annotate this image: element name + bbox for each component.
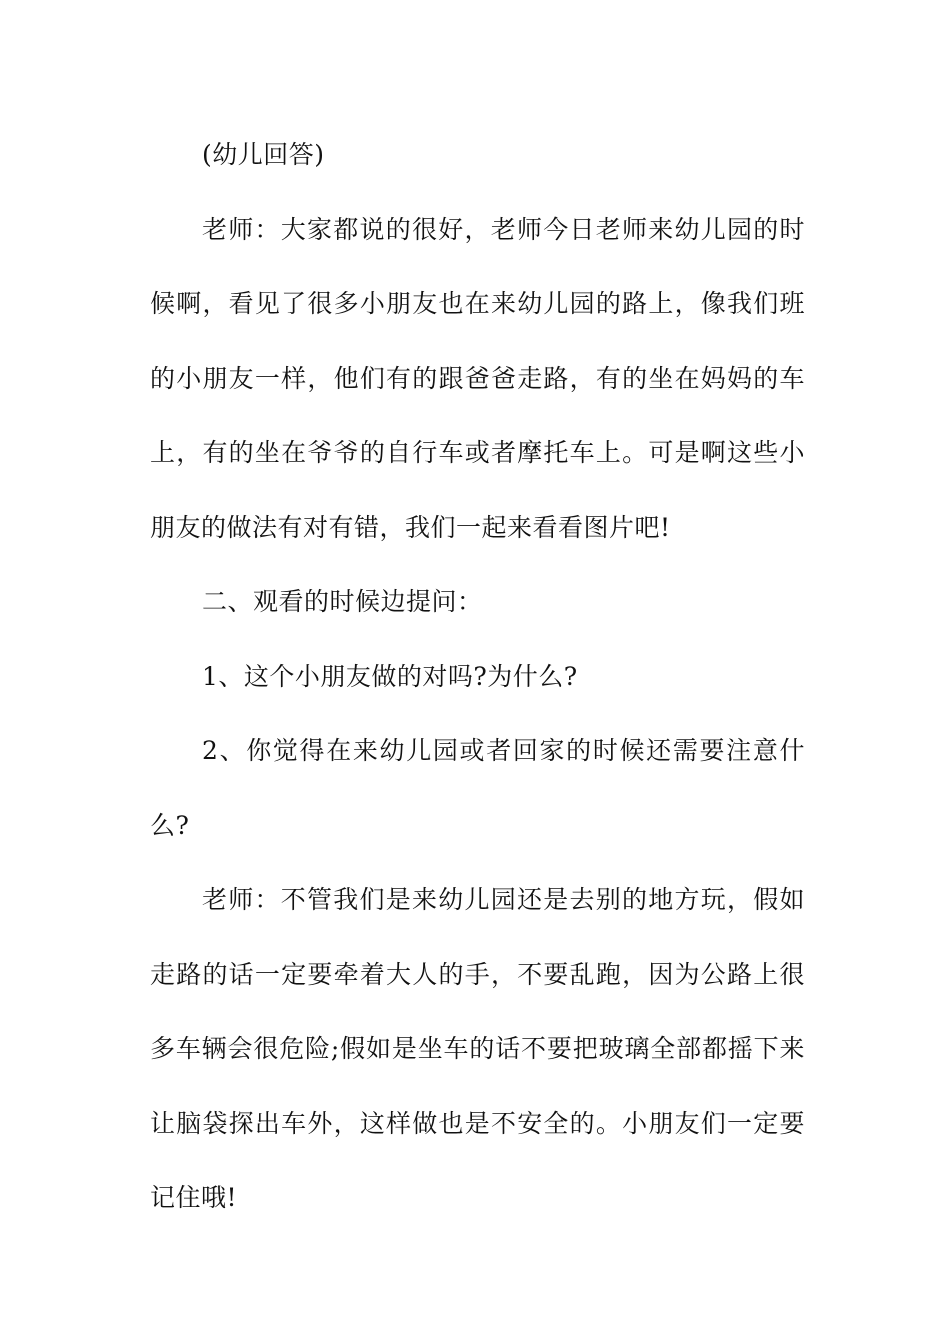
- paragraph-teacher-safety: 老师：不管我们是来幼儿园还是去别的地方玩，假如走路的话一定要牵着大人的手，不要乱跑，因为公路上很多车辆会很危险;假如是坐车的话不要把玻璃全部都摇下来让脑袋探出车外，这样做也是不安全的。小朋友们一定要记住哦!: [150, 885, 805, 1212]
- question-item-2: 2、你觉得在来幼儿园或者回家的时候还需要注意什么?: [150, 736, 805, 840]
- paragraph-child-answer: (幼儿回答): [202, 140, 325, 169]
- paragraph-teacher-intro: 老师：大家都说的很好，老师今日老师来幼儿园的时候啊，看见了很多小朋友也在来幼儿园的路上，像我们班的小朋友一样，他们有的跟爸爸走路，有的坐在妈妈的车上，有的坐在爷爷的自行车或者摩托车上。可是啊这些小朋友的做法有对有错，我们一起来看看图片吧!: [150, 214, 805, 542]
- document-body: [150, 118, 805, 1236]
- question-item-1: 1、这个小朋友做的对吗?为什么?: [202, 661, 578, 691]
- section-heading-observe: 二、观看的时候边提问：: [202, 587, 483, 616]
